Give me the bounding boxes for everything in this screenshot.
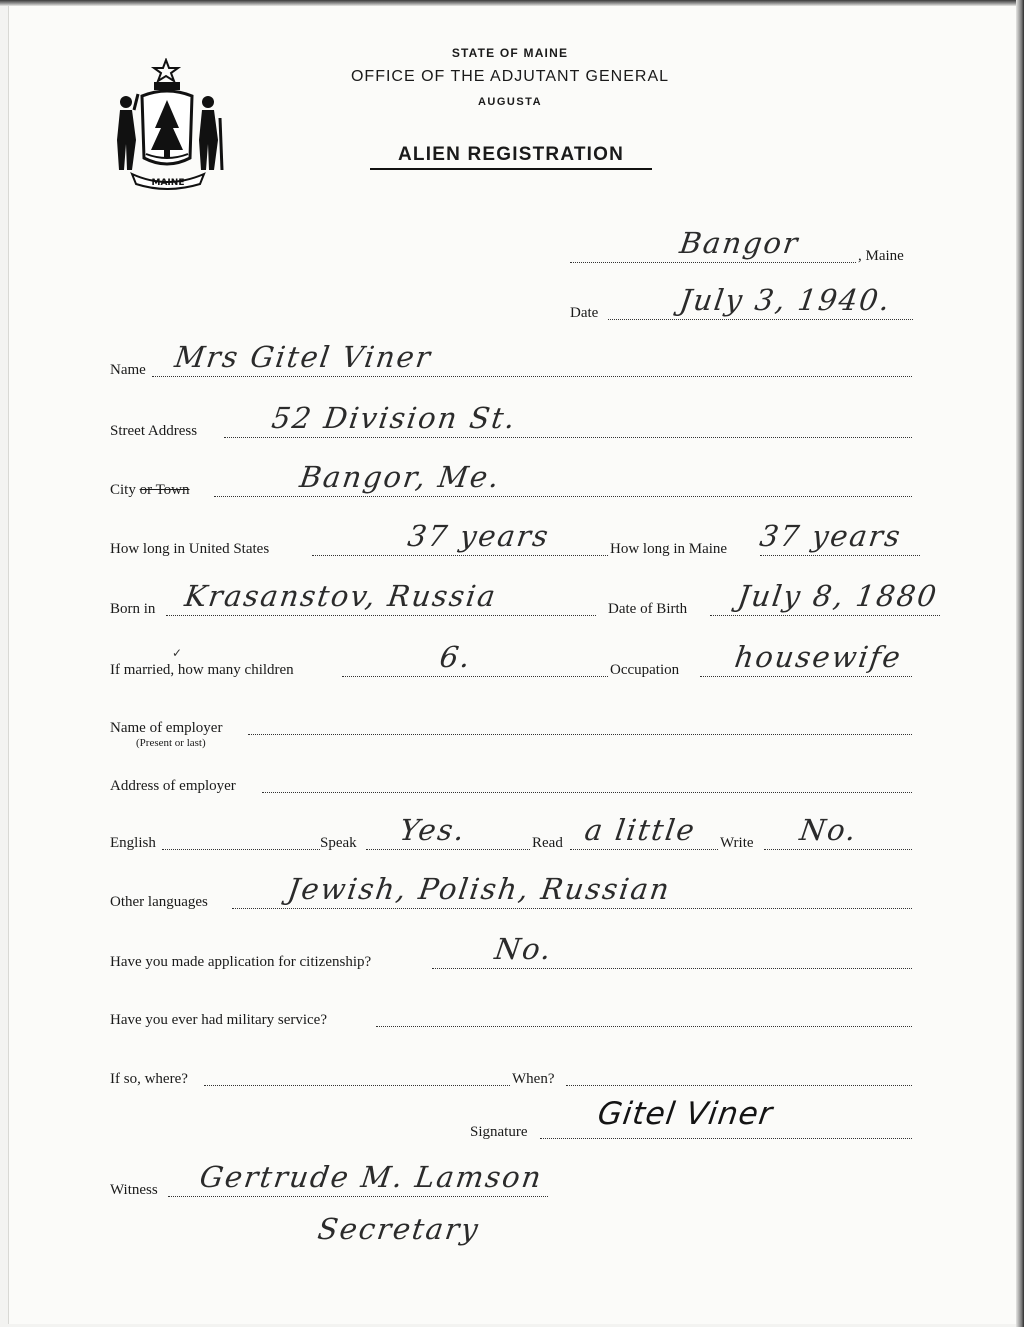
office-heading: OFFICE OF THE ADJUTANT GENERAL [350, 68, 670, 85]
where-line [204, 1085, 510, 1086]
employer-line [248, 734, 912, 735]
dob-entry: July 8, 1880 [735, 579, 941, 613]
street-entry: 52 Division St. [269, 401, 519, 435]
read-label: Read [532, 835, 563, 851]
employer-sublabel: (Present or last) [136, 737, 206, 749]
english-label: English [110, 835, 156, 851]
occupation-line [700, 676, 912, 677]
place-suffix: , Maine [858, 248, 904, 264]
children-entry: 6. [437, 640, 475, 674]
city-label: City or Town [110, 482, 190, 498]
witness-line [168, 1196, 548, 1197]
city-entry: Bangor, Me. [297, 460, 503, 494]
military-line [376, 1026, 912, 1027]
when-label: When? [512, 1071, 555, 1087]
english-line [162, 849, 320, 850]
signature-entry: Gitel Viner [595, 1096, 776, 1132]
citizenship-label: Have you made application for citizenship? [110, 954, 372, 970]
employer-address-line [262, 792, 912, 793]
scan-edge-right [1016, 0, 1024, 1327]
us-label: How long in United States [110, 541, 270, 557]
maine-line [760, 555, 920, 556]
write-line [764, 849, 912, 850]
witness-label: Witness [110, 1182, 158, 1198]
date-line [608, 319, 913, 320]
citizenship-entry: No. [492, 932, 555, 966]
us-line [312, 555, 608, 556]
employer-label: Name of employer [110, 720, 223, 736]
signature-label: Signature [470, 1124, 528, 1140]
name-entry: Mrs Gitel Viner [172, 340, 435, 374]
seal-text: MAINE [151, 178, 185, 188]
signature-line [540, 1138, 912, 1139]
write-label: Write [720, 835, 754, 851]
street-label: Street Address [110, 423, 198, 439]
name-line [152, 376, 912, 377]
when-line [566, 1085, 912, 1086]
state-heading: STATE OF MAINE [451, 46, 569, 60]
dob-label: Date of Birth [608, 601, 688, 617]
form-title: ALIEN REGISTRATION [370, 144, 652, 170]
name-label: Name [110, 362, 146, 378]
us-years-entry: 37 years [405, 519, 553, 553]
maine-years-entry: 37 years [757, 519, 905, 553]
place-line [570, 262, 856, 263]
citizenship-line [432, 968, 912, 969]
date-entry: July 3, 1940. [677, 283, 894, 317]
other-languages-entry: Jewish, Polish, Russian [285, 872, 674, 906]
born-entry: Krasanstov, Russia [182, 579, 500, 613]
employer-address-label: Address of employer [110, 778, 236, 794]
occupation-entry: housewife [732, 640, 905, 674]
children-label: If married, how many children [110, 662, 294, 678]
born-label: Born in [110, 601, 156, 617]
read-line [570, 849, 718, 850]
date-label: Date [570, 305, 599, 321]
street-line [224, 437, 912, 438]
dob-line [710, 615, 940, 616]
other-languages-label: Other languages [110, 894, 208, 910]
city-line [214, 496, 912, 497]
military-label: Have you ever had military service? [110, 1012, 327, 1028]
speak-entry: Yes. [397, 813, 469, 847]
place-entry: Bangor [677, 226, 802, 260]
speak-line [366, 849, 530, 850]
city-heading: AUGUSTA [477, 96, 543, 108]
witness-entry: Gertrude M. Lamson [197, 1160, 545, 1194]
other-languages-line [232, 908, 912, 909]
occupation-label: Occupation [610, 662, 680, 678]
maine-label: How long in Maine [610, 541, 728, 557]
maine-state-seal [108, 58, 230, 190]
children-line [342, 676, 608, 677]
born-line [166, 615, 596, 616]
read-entry: a little [582, 813, 699, 847]
witness-title-entry: Secretary [315, 1212, 482, 1246]
write-entry: No. [797, 813, 860, 847]
where-label: If so, where? [110, 1071, 188, 1087]
speak-label: Speak [320, 835, 357, 851]
